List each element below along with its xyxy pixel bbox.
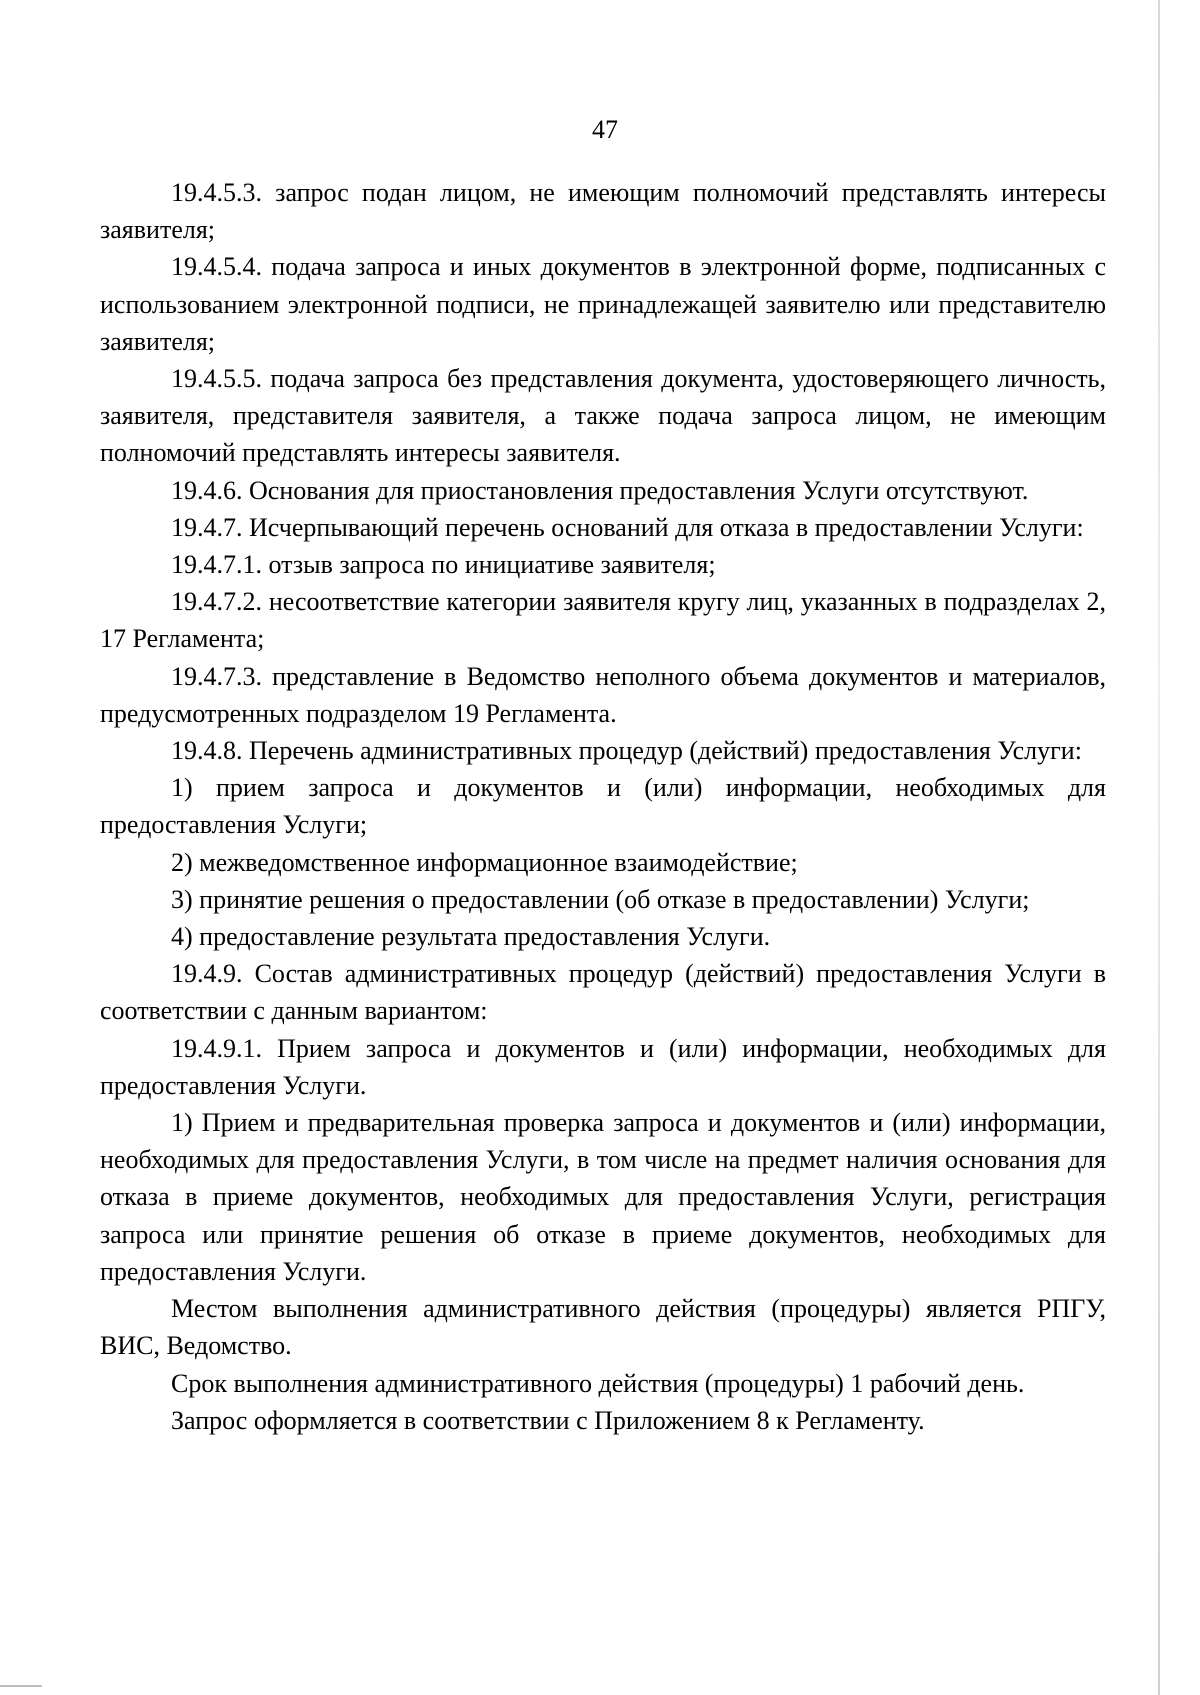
paragraph-19-4-7-2: 19.4.7.2. несоответствие категории заявителя кругу лиц, указанных в подразделах 2, 17 Регламента; (100, 587, 1106, 654)
paragraph-19-4-6: 19.4.6. Основания для приостановления предоставления Услуги отсутствуют. (171, 475, 1029, 505)
scan-bottom-mark (0, 1685, 42, 1687)
paragraph-procedure-1: 1) Прием и предварительная проверка запроса и документов и (или) информации, необходимых для предоставления Услуги, в том числе на предмет наличия основания для отказа в приеме документов, необходимых для предоставления Услуги, регистрация запроса или принятие решения об отказе в приеме документов, необходимых для предоставления Услуги. (100, 1108, 1106, 1286)
page-number: 47 (592, 115, 618, 144)
paragraph-term: Срок выполнения административного действия (процедуры) 1 рабочий день. (171, 1368, 1025, 1398)
paragraph-19-4-5-4: 19.4.5.4. подача запроса и иных документов в электронной форме, подписанных с использованием электронной подписи, не принадлежащей заявителю или представителю заявителя; (100, 252, 1106, 356)
paragraph-place: Местом выполнения административного действия (процедуры) является РПГУ, ВИС, Ведомство. (100, 1294, 1106, 1361)
list-item-2: 2) межведомственное информационное взаимодействие; (171, 847, 798, 877)
paragraph-19-4-9: 19.4.9. Состав административных процедур (действий) предоставления Услуги в соответствии с данным вариантом: (100, 959, 1106, 1026)
paragraph-19-4-7-3: 19.4.7.3. представление в Ведомство неполного объема документов и материалов, предусмотренных подразделом 19 Регламента. (100, 661, 1106, 728)
paragraph-19-4-5-5: 19.4.5.5. подача запроса без представления документа, удостоверяющего личность, заявителя, представителя заявителя, а также подача запроса лицом, не имеющим полномочий представлять интересы заявителя. (100, 364, 1106, 468)
list-item-4: 4) предоставление результата предоставления Услуги. (171, 922, 771, 952)
list-item-1: 1) прием запроса и документов и (или) информации, необходимых для предоставления Услуги; (100, 773, 1106, 840)
paragraph-request-form: Запрос оформляется в соответствии с Приложением 8 к Регламенту. (171, 1405, 925, 1435)
list-item-3: 3) принятие решения о предоставлении (об отказе в предоставлении) Услуги; (171, 884, 1030, 914)
paragraph-19-4-5-3: 19.4.5.3. запрос подан лицом, не имеющим полномочий представлять интересы заявителя; (100, 178, 1106, 245)
document-body (100, 174, 1106, 1439)
paragraph-19-4-7-1: 19.4.7.1. отзыв запроса по инициативе заявителя; (171, 550, 716, 580)
paragraph-19-4-7: 19.4.7. Исчерпывающий перечень оснований для отказа в предоставлении Услуги: (171, 512, 1084, 542)
scan-edge-line (1158, 0, 1160, 1695)
paragraph-19-4-9-1: 19.4.9.1. Прием запроса и документов и (или) информации, необходимых для предоставления Услуги. (100, 1033, 1106, 1100)
paragraph-19-4-8: 19.4.8. Перечень административных процедур (действий) предоставления Услуги: (171, 736, 1082, 766)
